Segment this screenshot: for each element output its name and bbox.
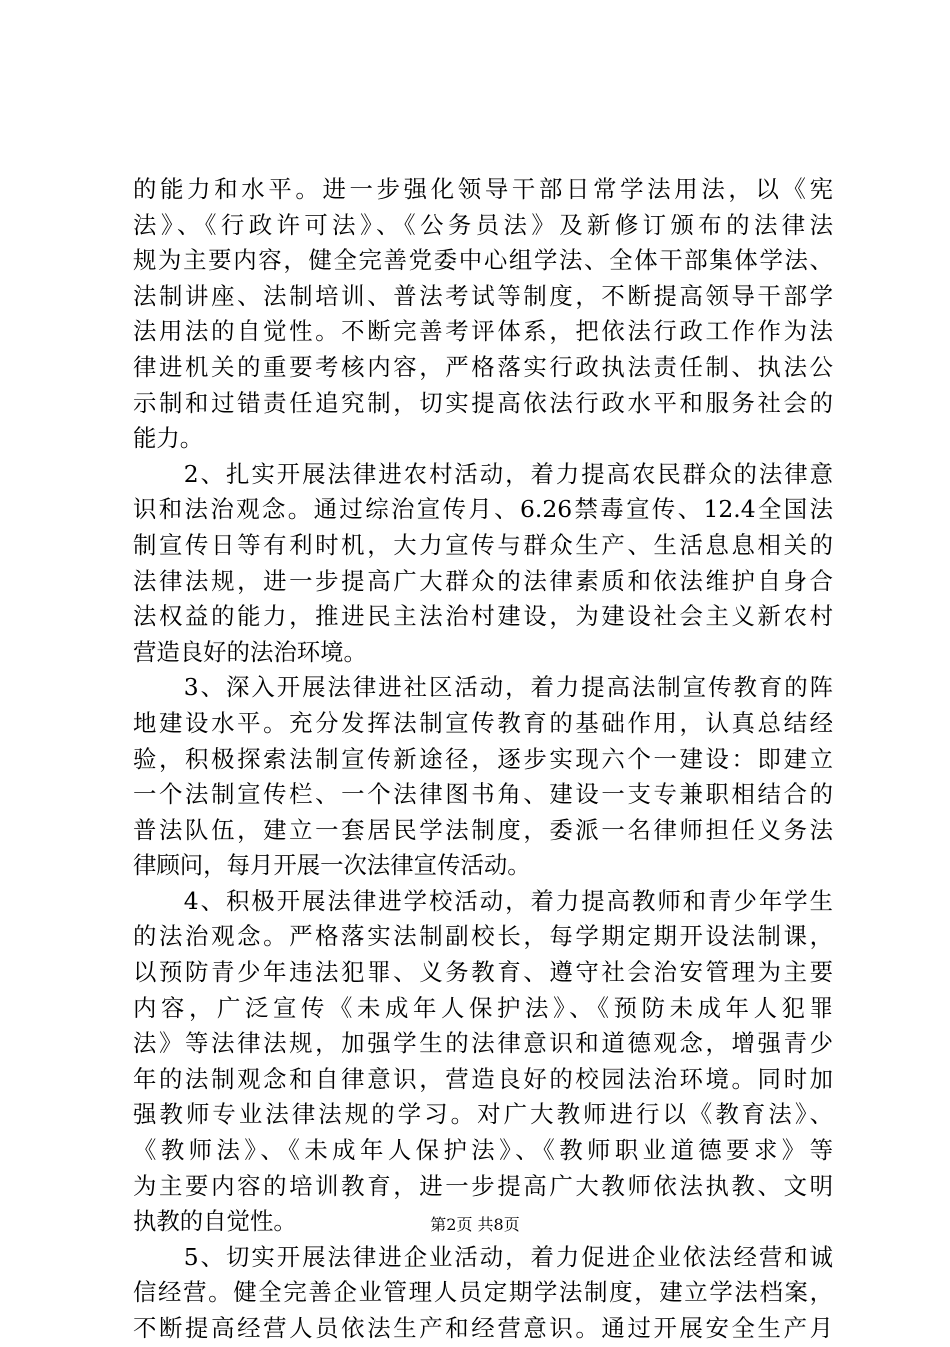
text-line: 规为主要内容，健全完善党委中心组学法、全体干部集体学法、 bbox=[133, 246, 833, 275]
text-line: 营造良好的法治环境。 bbox=[133, 637, 367, 666]
text-line: 4、积极开展法律进学校活动，着力提高教师和青少年学生 bbox=[133, 886, 833, 915]
text-line: 地建设水平。充分发挥法制宣传教育的基础作用，认真总结经 bbox=[133, 708, 833, 737]
text-line: 一个法制宣传栏、一个法律图书角、建设一支专兼职相结合的 bbox=[133, 780, 833, 809]
text-line: 5、切实开展法律进企业活动，着力促进企业依法经营和诚 bbox=[133, 1242, 833, 1271]
text-line: 信经营。健全完善企业管理人员定期学法制度，建立学法档案， bbox=[133, 1278, 833, 1307]
text-line: 为主要内容的培训教育，进一步提高广大教师依法执教、文明 bbox=[133, 1171, 833, 1200]
text-line: 不断提高经营人员依法生产和经营意识。通过开展安全生产月 bbox=[133, 1314, 833, 1342]
text-line: 《教师法》、《未成年人保护法》、《教师职业道德要求》等 bbox=[133, 1136, 833, 1165]
text-line: 能力。 bbox=[133, 424, 204, 453]
text-line: 3、深入开展法律进社区活动，着力提高法制宣传教育的阵 bbox=[133, 673, 833, 702]
text-line: 法律法规，进一步提高广大群众的法律素质和依法维护自身合 bbox=[133, 566, 833, 595]
text-line: 验，积极探索法制宣传新途径，逐步实现六个一建设：即建立 bbox=[133, 744, 833, 773]
text-line: 识和法治观念。通过综治宣传月、6.26禁毒宣传、12.4全国法 bbox=[133, 495, 833, 524]
text-line: 普法队伍，建立一套居民学法制度，委派一名律师担任义务法 bbox=[133, 815, 833, 844]
text-line: 律顾问，每月开展一次法律宣传活动。 bbox=[133, 851, 531, 880]
text-line: 内容，广泛宣传《未成年人保护法》、《预防未成年人犯罪 bbox=[133, 993, 833, 1022]
text-line: 执教的自觉性。 bbox=[133, 1207, 297, 1236]
text-line: 制宣传日等有利时机，大力宣传与群众生产、生活息息相关的 bbox=[133, 530, 833, 559]
text-line: 法》、《行政许可法》、《公务员法》及新修订颁布的法律法 bbox=[133, 210, 833, 239]
text-line: 强教师专业法律法规的学习。对广大教师进行以《教育法》、 bbox=[133, 1100, 833, 1129]
page-footer: 第2页 共8页 bbox=[430, 1215, 520, 1234]
text-line: 法用法的自觉性。不断完善考评体系，把依法行政工作作为法 bbox=[133, 317, 833, 346]
text-line: 年的法制观念和自律意识，营造良好的校园法治环境。同时加 bbox=[133, 1064, 833, 1093]
text-line: 的能力和水平。进一步强化领导干部日常学法用法，以《宪 bbox=[133, 175, 833, 203]
text-line: 2、扎实开展法律进农村活动，着力提高农民群众的法律意 bbox=[133, 459, 833, 488]
text-line: 律进机关的重要考核内容，严格落实行政执法责任制、执法公 bbox=[133, 352, 833, 381]
text-line: 示制和过错责任追究制，切实提高依法行政水平和服务社会的 bbox=[133, 388, 833, 417]
document-body bbox=[133, 172, 833, 1347]
text-line: 法权益的能力，推进民主法治村建设，为建设社会主义新农村 bbox=[133, 602, 833, 631]
text-line: 法制讲座、法制培训、普法考试等制度，不断提高领导干部学 bbox=[133, 281, 833, 310]
text-line: 的法治观念。严格落实法制副校长，每学期定期开设法制课， bbox=[133, 922, 833, 951]
text-line: 以预防青少年违法犯罪、义务教育、遵守社会治安管理为主要 bbox=[133, 958, 833, 987]
text-line: 法》等法律法规，加强学生的法律意识和道德观念，增强青少 bbox=[133, 1029, 833, 1058]
